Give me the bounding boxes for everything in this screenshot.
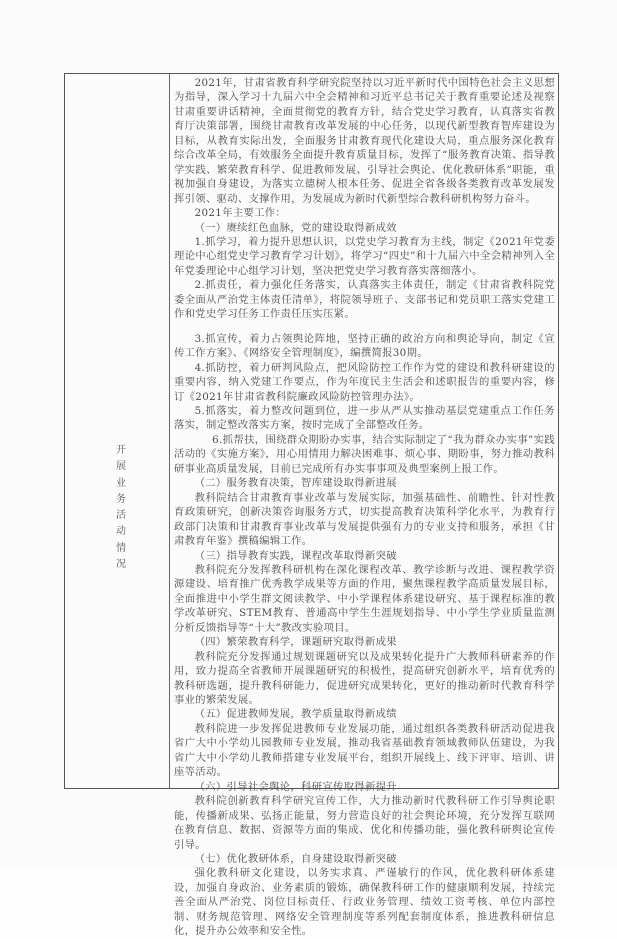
section-heading: （三）指导教育实践，课程改革取得新突破: [194, 549, 397, 562]
section-item: 6.抓帮扶，围绕群众期盼办实事，结合实际制定了“我为群众办实事”实践活动的《实施方案》，用心用情用力解决困难事、烦心事、期盼事，努力推动教科研事业高质量发展，目前已完成所有办实事事项及典型案例上报工作。: [174, 433, 555, 475]
section-item: 2.抓责任，着力强化任务落实，认真落实主体责任，制定《甘肃省教科院党委全面从严治党主体责任清单》，将院领导班子、支部书记和党员职工落实党建工作和党史学习任务工作责任压实压紧。: [174, 279, 555, 321]
section-item: 教科院创新教育科学研究宣传工作，大力推动新时代教科研工作引导舆论职能，传播新成果、弘扬正能量，努力营造良好的社会舆论环境，充分发挥互联网在教育信息、数据、资源等方面的集成、优化和传播功能，强化教科研舆论宣传引导。: [174, 795, 555, 851]
section-item: 3.抓宣传，着力占领舆论阵地，坚持正确的政治方向和舆论导向，制定《宣传工作方案》、《网络安全管理制度》，编撰简报30期。: [174, 332, 555, 360]
section-item: 教科院充分发挥教科研机构在深化课程改革、教学诊断与改进、课程教学资源建设、培育推广优秀教学成果等方面的作用，聚焦课程教学高质量发展目标，全面推进中小学生群文阅读教学、中小学课程体系建设研究、基于课程标准的教学改革研究、STEM教育、普通高中学生生涯规划指导、中小学生学业质量监测分析反馈指导等“十大”教改实验项目。: [174, 563, 555, 634]
row-content-cell: [170, 74, 558, 938]
section-heading: （六）引导社会舆论，科研宣传取得新提升: [194, 780, 397, 793]
spacer: [174, 322, 555, 332]
activity-report-table: [64, 73, 559, 938]
section-item: 强化教科研文化建设，以务实求真、严谨敏行的作风，优化教科研体系建设，加强自身政治、业务素质的锻炼，确保教科研工作的健康顺利发展，持续完善全面从严治党、岗位目标责任、行政业务管理、绩效工资考核、单位内部控制、财务规范管理、网络安全管理制度等系列配套制度体系，推进教科研信息化，提升办公效率和安全性。: [174, 867, 555, 938]
section-item: 4.抓防控，着力研判风险点，把风险防控工作作为党的建设和教科研建设的重要内容，纳入党建工作要点，作为年度民主生活会和述职报告的重要内容，修订《2021年甘肃省教科院廉政风险防控管理办法》。: [174, 361, 555, 403]
section-item: 教科院结合甘肃教育事业改革与发展实际，加强基础性、前瞻性、针对性教育政策研究，创新决策咨询服务方式，切实提高教育决策科学化水平，为教育行政部门决策和甘肃教育事业改革与发展提供强有力的专业支持和服务，承担《甘肃教育年鉴》撰稿编辑工作。: [174, 491, 555, 548]
section-heading: （五）促进教师发展，教学质量取得新成绩: [194, 708, 397, 721]
section-item: 1.抓学习，着力提升思想认识，以党史学习教育为主线，制定《2021年党委理论中心组党史学习教育学习计划》，将学习“四史”和十九届六中全会精神列入全年党委理论中心组学习计划，坚决把党史学习教育落实落细落小。: [174, 235, 555, 277]
section-heading: （四）繁荣教育科学，课题研究取得新成果: [194, 636, 397, 649]
section-item: 教科院充分发挥通过规划课题研究以及成果转化提升广大教师科研素养的作用，致力提高全省教师开展课题研究的积极性，提高研究创新水平，培育优秀的教科研选题，提升教科研能力，促进研究成果转化，更好的推动新时代教育科学事业的繁荣发展。: [174, 650, 555, 707]
main-work-title: 2021年主要工作：: [194, 207, 287, 220]
intro-paragraph: 2021年，甘肃省教育科学研究院坚持以习近平新时代中国特色社会主义思想为指导，深入学习十九届六中全会精神和习近平总书记关于教育重要论述及视察甘肃重要讲话精神，全面贯彻党的教育方针，结合党史学习教育，认真落实省教育厅决策部署，围绕甘肃教育改革发展的中心任务，以现代新型教育智库建设为目标，从教育实际出发，全面服务甘肃教育现代化建设大局，重点服务深化教育综合改革全局，有效服务全面提升教育质量目标，发挥了“服务教育决策、指导教学实践、繁荣教育科学、促进教师发展、引导社会舆论、优化教研体系”职能，重视加强自身建设，为落实立德树人根本任务、促进全省各级各类教育改革发展发挥引领、驱动、支撑作用，为发展成为新时代新型综合教科研机构努力奋斗。: [174, 77, 555, 205]
row-label: 开展业务活动情况: [116, 445, 126, 571]
section-heading: （七）优化教研体系，自身建设取得新突破: [194, 853, 397, 866]
section-item: 5.抓落实，着力整改问题到位，进一步从严从实推动基层党建重点工作任务落实，制定整改落实方案，按时完成了全部整改任务。: [174, 404, 555, 432]
section-heading: （二）服务教育决策，智库建设取得新进展: [194, 477, 397, 490]
row-label-cell: [65, 74, 170, 788]
section-heading: （一）赓续红色血脉，党的建设取得新成效: [194, 221, 397, 234]
section-item: 教科院进一步发挥促进教师专业发展功能，通过组织各类教科研活动促进我省广大中小学幼儿园教师专业发展，推动我省基础教育领域教师队伍建设，为我省广大中小学幼儿教师搭建专业发展平台，组织开展线上、线下评审、培训、讲座等活动。: [174, 722, 555, 779]
